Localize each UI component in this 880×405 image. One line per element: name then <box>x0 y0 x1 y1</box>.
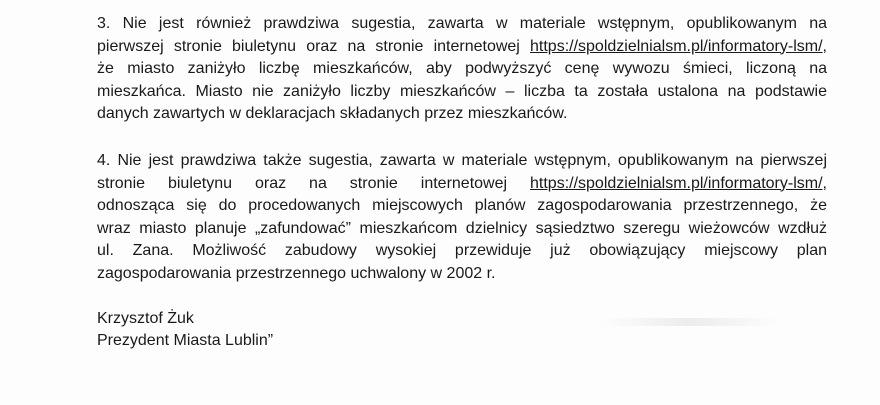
paragraph-4-line: ul. Zana. Możliwość zabudowy wysokiej przewiduje już obowiązujący miejscowy plan <box>97 242 827 259</box>
paragraph-3-line-text: pierwszej stronie biuletynu oraz na stronie internetowej <box>97 37 530 55</box>
link-suffix: , <box>822 37 827 55</box>
paragraph-4-line-with-link <box>97 173 827 196</box>
link-suffix: , <box>822 174 827 192</box>
paragraph-4 <box>97 150 827 285</box>
paragraph-3-line: mieszkańca. Miasto nie zaniżyło liczby mieszkańców – liczba ta została ustalona na podstawie <box>97 82 827 100</box>
paragraph-4-line: odnosząca się do procedowanych miejscowych planów zagospodarowania przestrzennego, że <box>97 197 827 214</box>
signature-title: Prezydent Miasta Lublin” <box>97 332 274 349</box>
signature-name: Krzysztof Żuk <box>97 310 194 327</box>
paragraph-3-line: że miasto zaniżyło liczbę mieszkańców, aby podwyższyć cenę wywozu śmieci, liczoną na <box>97 60 827 77</box>
informatory-link[interactable]: https://spoldzielnialsm.pl/informatory-lsm/ <box>530 174 823 192</box>
paragraph-3-line-with-link <box>97 36 827 59</box>
paragraph-4-line-text: stronie biuletynu oraz na stronie internetowej <box>97 174 530 192</box>
paragraph-4-line: zagospodarowania przestrzennego uchwalony w 2002 r. <box>97 264 496 282</box>
paragraph-3 <box>97 13 827 126</box>
paragraph-3-line: danych zawartych w deklaracjach składanych przez mieszkańców. <box>97 105 568 122</box>
scan-artifact <box>600 318 780 326</box>
paragraph-3-line: 3. Nie jest również prawdziwa sugestia, zawarta w materiale wstępnym, opublikowanym na <box>97 15 827 32</box>
paragraph-4-line: 4. Nie jest prawdziwa także sugestia, zawarta w materiale wstępnym, opublikowanym na pierwszej <box>97 152 827 169</box>
paragraph-4-line: wraz miasto planuje „zafundować” mieszkańcom dzielnicy sąsiedztwo szeregu wieżowców wzdłuż <box>97 219 827 237</box>
informatory-link[interactable]: https://spoldzielnialsm.pl/informatory-lsm/ <box>530 37 823 55</box>
